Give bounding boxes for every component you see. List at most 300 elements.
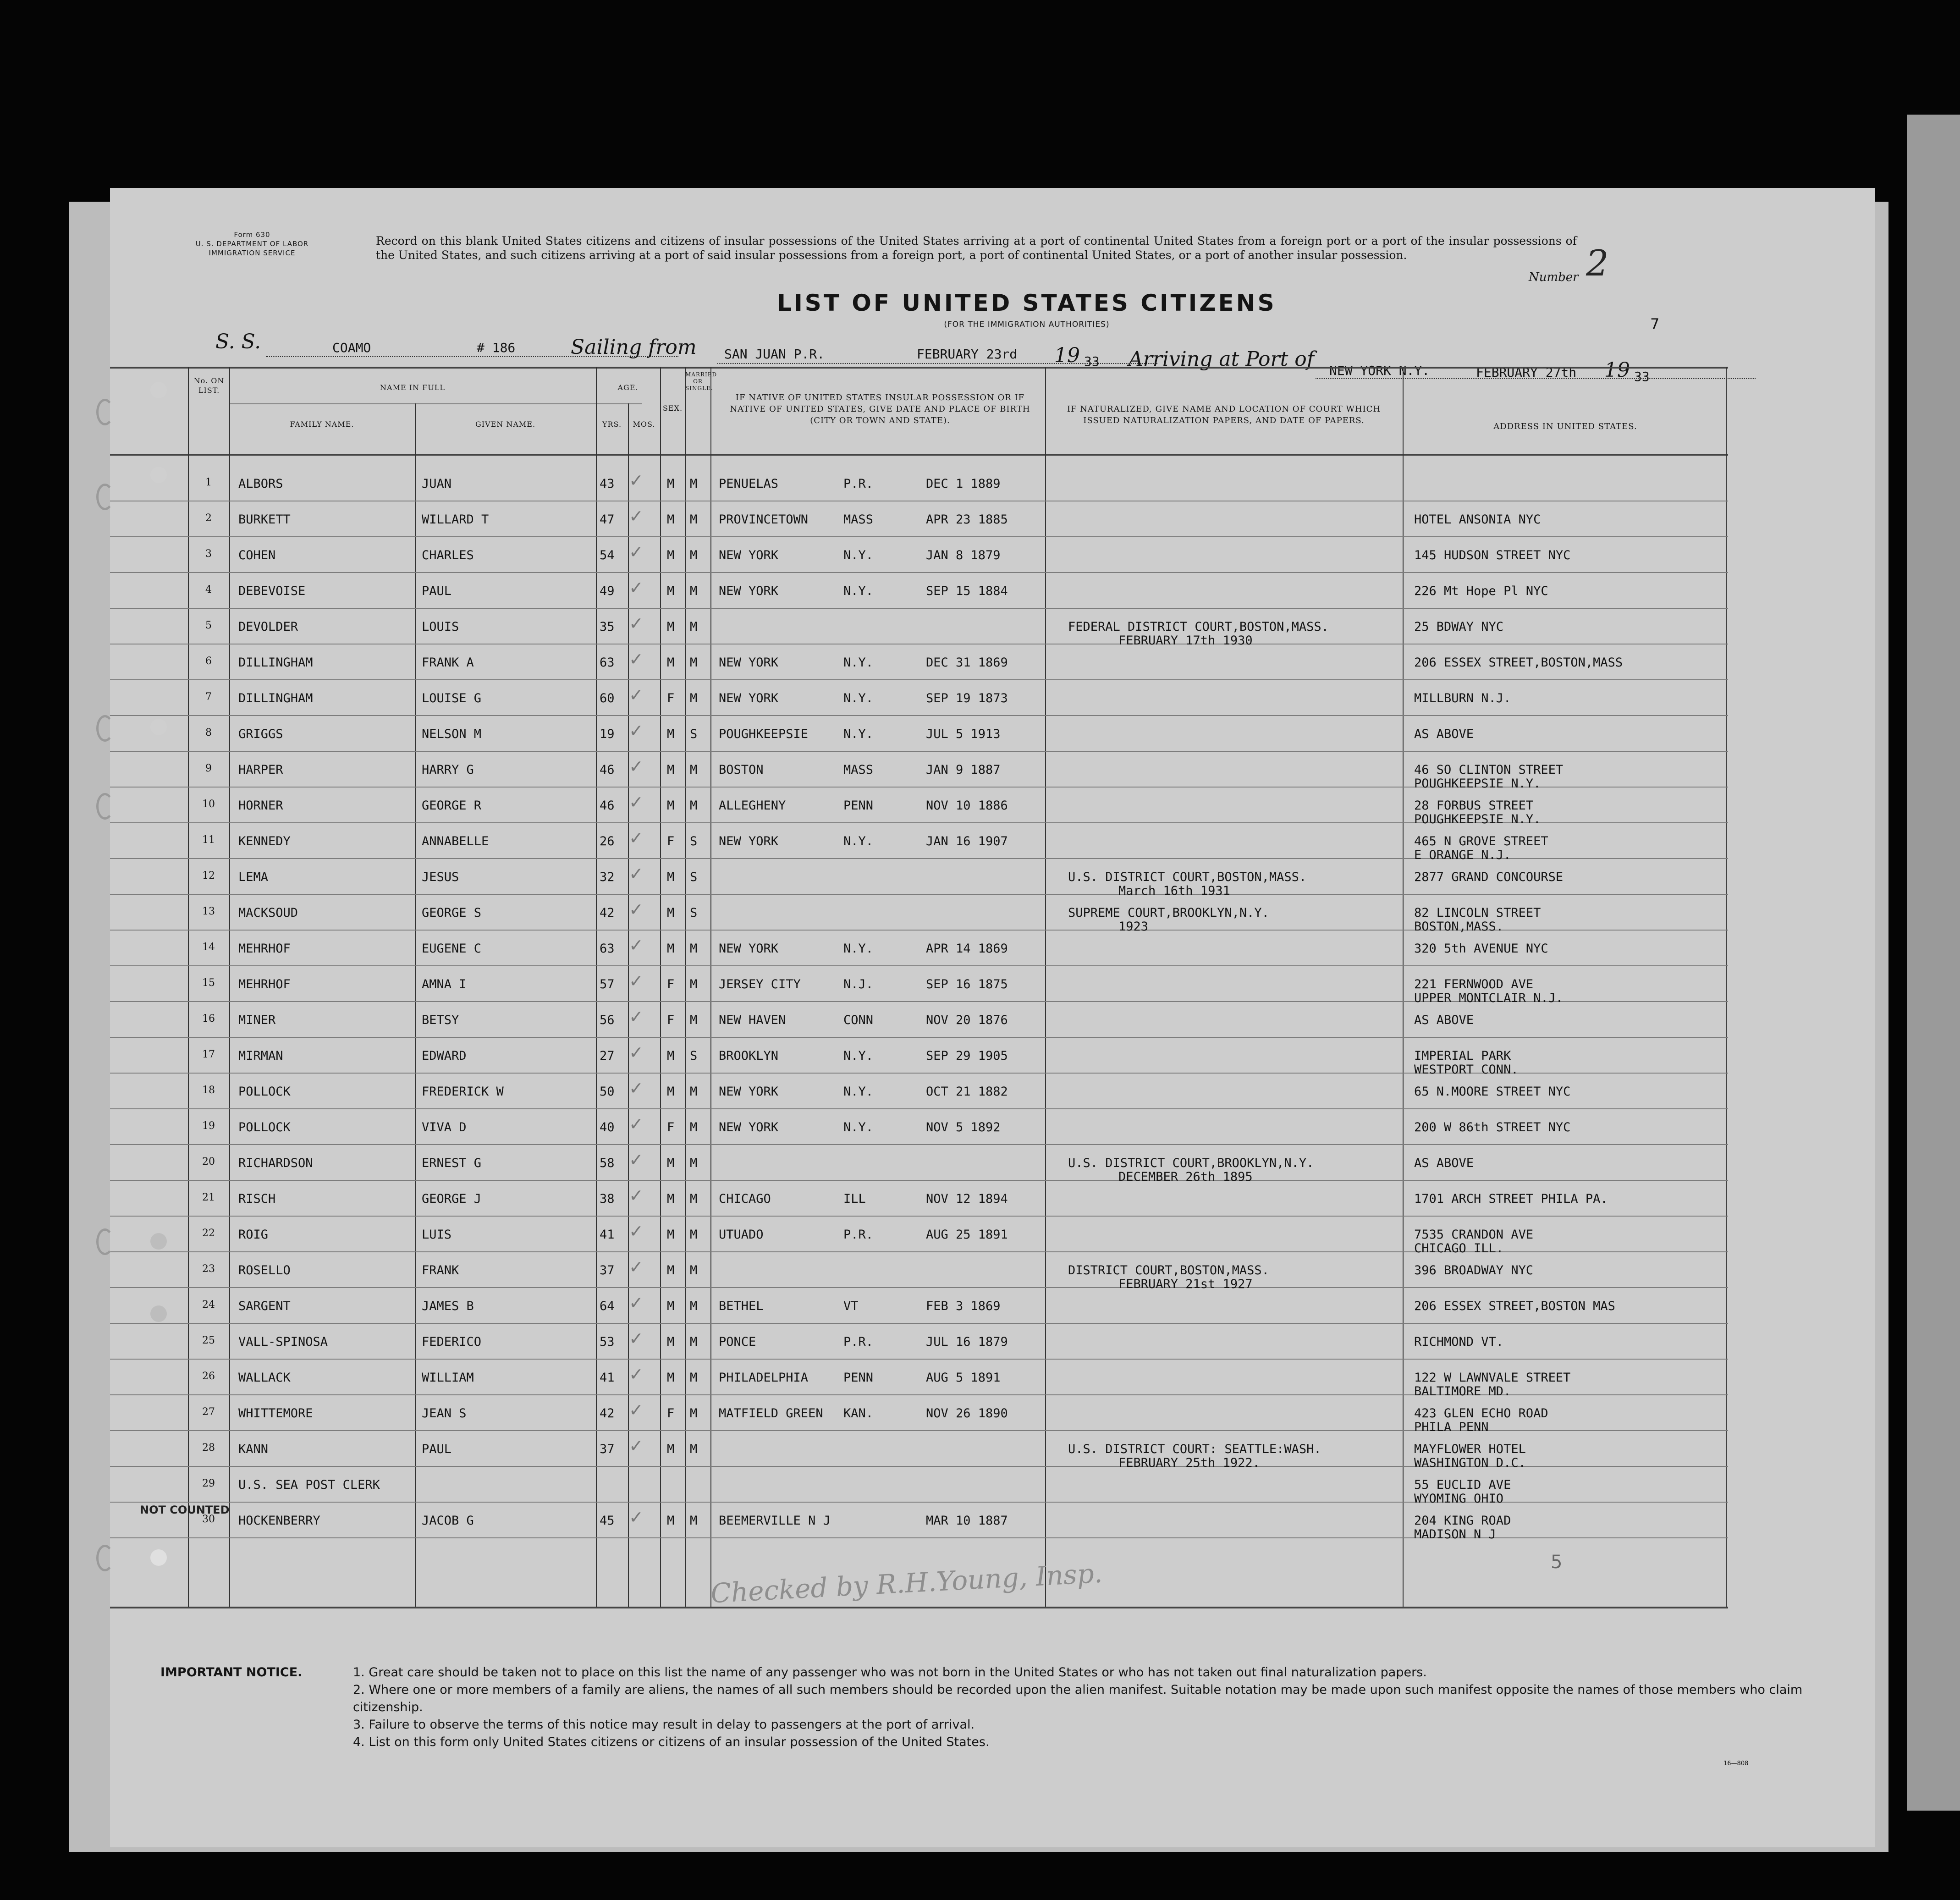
cell-no: 8 xyxy=(205,727,212,738)
row-rule xyxy=(110,751,1728,752)
cell-birth-state: ILL xyxy=(843,1192,866,1206)
cell-given: WILLARD T xyxy=(422,512,489,527)
cell-yrs: 42 xyxy=(600,906,615,920)
cell-birth-place: BROOKLYN xyxy=(719,1049,779,1063)
cell-family: RISCH xyxy=(238,1192,276,1206)
cell-sex: M xyxy=(667,763,675,777)
cell-yrs: 46 xyxy=(600,799,615,813)
cell-birth-state: N.Y. xyxy=(843,1049,874,1063)
cell-sex: F xyxy=(667,834,675,848)
cell-given: BETSY xyxy=(422,1013,459,1027)
cell-birth-state: P.R. xyxy=(843,1228,874,1242)
cell-birth-date: DEC 1 1889 xyxy=(926,477,1001,491)
cell-yrs: 42 xyxy=(600,1406,615,1421)
cell-addr1: RICHMOND VT. xyxy=(1414,1335,1504,1349)
col-divider xyxy=(229,367,230,1607)
cell-addr2: E ORANGE N.J. xyxy=(1414,848,1511,862)
cell-yrs: 46 xyxy=(600,763,615,777)
cell-addr1: IMPERIAL PARK xyxy=(1414,1049,1511,1063)
cell-birth-date: NOV 10 1886 xyxy=(926,799,1008,813)
cell-family: MEHRHOF xyxy=(238,942,291,956)
cell-family: HOCKENBERRY xyxy=(238,1514,320,1528)
cell-given: CHARLES xyxy=(422,548,474,562)
cell-sex: M xyxy=(667,1049,675,1063)
cell-birth-date: NOV 5 1892 xyxy=(926,1120,1001,1134)
cell-family: U.S. SEA POST CLERK xyxy=(238,1478,380,1492)
arrival-year: 33 xyxy=(1634,369,1650,384)
cell-family: KENNEDY xyxy=(238,834,291,848)
cell-birth-date: MAR 10 1887 xyxy=(926,1514,1008,1528)
cell-birth-date: AUG 5 1891 xyxy=(926,1371,1001,1385)
manifest-page xyxy=(110,188,1875,1847)
col-divider xyxy=(1045,367,1046,1607)
punch-hole xyxy=(150,382,167,398)
cell-addr1: HOTEL ANSONIA NYC xyxy=(1414,512,1541,527)
cell-addr1: MAYFLOWER HOTEL xyxy=(1414,1442,1526,1456)
cell-ms: S xyxy=(690,834,698,848)
cell-given: LUIS xyxy=(422,1228,452,1242)
cell-yrs: 50 xyxy=(600,1085,615,1099)
cell-addr1: 465 N GROVE STREET xyxy=(1414,834,1548,848)
check-mark-icon: ✓ xyxy=(629,685,644,705)
cell-no: 25 xyxy=(202,1335,215,1346)
cell-nat2: FEBRUARY 17th 1930 xyxy=(1118,633,1253,648)
name-subhead-rule xyxy=(229,403,642,404)
cell-birth-place: NEW YORK xyxy=(719,548,779,562)
cell-birth-date: SEP 19 1873 xyxy=(926,691,1008,705)
cell-no: 17 xyxy=(202,1049,215,1060)
cell-birth-state: KAN. xyxy=(843,1406,874,1421)
cell-nat1: SUPREME COURT,BROOKLYN,N.Y. xyxy=(1068,906,1269,920)
cell-yrs: 49 xyxy=(600,584,615,598)
number-value: 2 xyxy=(1586,243,1609,284)
cell-yrs: 41 xyxy=(600,1371,615,1385)
cell-given: PAUL xyxy=(422,584,452,598)
cell-ms: M xyxy=(690,977,698,991)
cell-no: 3 xyxy=(205,548,212,560)
cell-sex: M xyxy=(667,727,675,741)
table-bottom-rule xyxy=(110,1607,1728,1608)
cell-birth-state: N.Y. xyxy=(843,691,874,705)
cell-addr2: PHILA PENN xyxy=(1414,1420,1489,1434)
col-divider xyxy=(1726,367,1727,1607)
ss-label: S. S. xyxy=(215,330,261,353)
cell-family: RICHARDSON xyxy=(238,1156,313,1170)
cell-sex: M xyxy=(667,477,675,491)
cell-no: 27 xyxy=(202,1406,215,1418)
cell-birth-place: NEW YORK xyxy=(719,1120,779,1134)
cell-no: 24 xyxy=(202,1299,215,1311)
cell-given: LOUIS xyxy=(422,620,459,634)
cell-birth-state: P.R. xyxy=(843,477,874,491)
cell-no: 14 xyxy=(202,942,215,953)
row-rule xyxy=(110,679,1728,680)
cell-no: 10 xyxy=(202,799,215,810)
form-block xyxy=(174,230,330,258)
cell-nat1: U.S. DISTRICT COURT,BROOKLYN,N.Y. xyxy=(1068,1156,1314,1170)
cell-birth-date: APR 14 1869 xyxy=(926,942,1008,956)
table-top-rule xyxy=(110,367,1728,369)
header-birth: IF NATIVE OF UNITED STATES INSULAR POSSESSION OR IF NATIVE OF UNITED STATES, GIVE DATE AND PLACE OF BIRTH (CITY OR TOWN AND STATE). xyxy=(730,393,1030,425)
cell-addr2: UPPER MONTCLAIR N.J. xyxy=(1414,991,1564,1005)
arrival-date: FEBRUARY 27th xyxy=(1476,365,1577,380)
cell-birth-place: BEEMERVILLE N J xyxy=(719,1514,831,1528)
cell-birth-date: NOV 26 1890 xyxy=(926,1406,1008,1421)
cell-family: GRIGGS xyxy=(238,727,283,741)
cell-no: 23 xyxy=(202,1263,215,1275)
check-mark-icon: ✓ xyxy=(629,613,644,633)
cell-addr1: 46 SO CLINTON STREET xyxy=(1414,763,1564,777)
cell-family: MIRMAN xyxy=(238,1049,283,1063)
cell-birth-state: PENN xyxy=(843,1371,874,1385)
table-header-rule xyxy=(110,454,1728,456)
cell-given: JESUS xyxy=(422,870,459,884)
cell-sex: M xyxy=(667,1228,675,1242)
cell-family: ALBORS xyxy=(238,477,283,491)
cell-addr2: MADISON N J xyxy=(1414,1527,1496,1542)
cell-nat1: U.S. DISTRICT COURT,BOSTON,MASS. xyxy=(1068,870,1307,884)
check-mark-icon: ✓ xyxy=(629,935,644,955)
cell-sex: M xyxy=(667,1085,675,1099)
cell-birth-state: N.J. xyxy=(843,977,874,991)
cell-birth-state: N.Y. xyxy=(843,942,874,956)
cell-birth-place: NEW YORK xyxy=(719,655,779,670)
cell-addr2: POUGHKEEPSIE N.Y. xyxy=(1414,812,1541,826)
cell-birth-state: N.Y. xyxy=(843,727,874,741)
check-mark-icon: ✓ xyxy=(629,864,644,884)
handwritten-checked-note: Checked by R.H.Young, Insp. xyxy=(710,1557,1103,1609)
cell-addr1: AS ABOVE xyxy=(1414,1156,1474,1170)
check-mark-icon: ✓ xyxy=(629,1221,644,1241)
cell-yrs: 60 xyxy=(600,691,615,705)
check-mark-icon: ✓ xyxy=(629,1507,644,1527)
check-mark-icon: ✓ xyxy=(629,1007,644,1027)
punch-hole xyxy=(150,1549,167,1566)
header-age: AGE. xyxy=(617,383,639,392)
cell-birth-date: APR 23 1885 xyxy=(926,512,1008,527)
cell-birth-place: NEW YORK xyxy=(719,584,779,598)
cell-sex: M xyxy=(667,1371,675,1385)
cell-no: 26 xyxy=(202,1371,215,1382)
cell-family: KANN xyxy=(238,1442,269,1456)
cell-no: 1 xyxy=(205,477,212,488)
cell-yrs: 38 xyxy=(600,1192,615,1206)
cell-given: JAMES B xyxy=(422,1299,474,1313)
check-mark-icon: ✓ xyxy=(629,1328,644,1349)
cell-no: 11 xyxy=(202,834,215,846)
check-mark-icon: ✓ xyxy=(629,828,644,848)
header-naturalized: IF NATURALIZED, GIVE NAME AND LOCATION OF COURT WHICH ISSUED NATURALIZATION PAPERS, AND DATE OF PAPERS. xyxy=(1067,404,1381,425)
sailing-from: SAN JUAN P.R. xyxy=(724,347,825,362)
ship-number: # 186 xyxy=(477,340,516,355)
check-mark-icon: ✓ xyxy=(629,578,644,598)
print-code: 16—808 xyxy=(1723,1760,1749,1767)
cell-no: 6 xyxy=(205,655,212,667)
cell-addr1: 206 ESSEX STREET,BOSTON,MASS xyxy=(1414,655,1623,670)
cell-family: POLLOCK xyxy=(238,1085,291,1099)
cell-given: JUAN xyxy=(422,477,452,491)
cell-birth-state: MASS xyxy=(843,763,874,777)
cell-ms: M xyxy=(690,1442,698,1456)
cell-yrs: 45 xyxy=(600,1514,615,1528)
sailing-year: 33 xyxy=(1084,354,1100,369)
cell-family: LEMA xyxy=(238,870,269,884)
cell-birth-state: PENN xyxy=(843,799,874,813)
header-name-in-full: NAME IN FULL xyxy=(380,383,445,392)
cell-no: 2 xyxy=(205,512,212,524)
cell-sex: M xyxy=(667,1442,675,1456)
cell-sex: M xyxy=(667,1299,675,1313)
cell-addr1: 221 FERNWOOD AVE xyxy=(1414,977,1534,991)
arriving-label: Arriving at Port of xyxy=(1129,347,1315,371)
header-family-name: FAMILY NAME. xyxy=(290,420,354,429)
cell-sex: M xyxy=(667,655,675,670)
not-counted-stamp: NOT COUNTED xyxy=(140,1503,230,1516)
cell-addr2: WYOMING OHIO xyxy=(1414,1492,1504,1506)
cell-sex: M xyxy=(667,942,675,956)
check-mark-icon: ✓ xyxy=(629,899,644,920)
cell-family: VALL-SPINOSA xyxy=(238,1335,328,1349)
cell-yrs: 32 xyxy=(600,870,615,884)
cell-ms: M xyxy=(690,1228,698,1242)
cell-addr1: 2877 GRAND CONCOURSE xyxy=(1414,870,1564,884)
cell-given: ERNEST G xyxy=(422,1156,482,1170)
cell-yrs: 63 xyxy=(600,942,615,956)
cell-addr1: AS ABOVE xyxy=(1414,727,1474,741)
cell-birth-place: NEW YORK xyxy=(719,1085,779,1099)
cell-birth-place: ALLEGHENY xyxy=(719,799,786,813)
cell-given: HARRY G xyxy=(422,763,474,777)
row-rule xyxy=(110,965,1728,966)
cell-given: GEORGE J xyxy=(422,1192,482,1206)
cell-addr1: 25 BDWAY NYC xyxy=(1414,620,1504,634)
cell-birth-date: SEP 15 1884 xyxy=(926,584,1008,598)
cell-birth-state: VT xyxy=(843,1299,859,1313)
row-rule xyxy=(110,1359,1728,1360)
cell-sex: F xyxy=(667,1406,675,1421)
cell-birth-place: MATFIELD GREEN xyxy=(719,1406,823,1421)
cell-birth-state: N.Y. xyxy=(843,834,874,848)
check-mark-icon: ✓ xyxy=(629,542,644,562)
cell-birth-place: POUGHKEEPSIE xyxy=(719,727,809,741)
cell-yrs: 40 xyxy=(600,1120,615,1134)
cell-sex: M xyxy=(667,1263,675,1278)
cell-ms: M xyxy=(690,1514,698,1528)
binder-ring xyxy=(96,715,114,742)
cell-addr1: 28 FORBUS STREET xyxy=(1414,799,1534,813)
binder-ring xyxy=(96,1228,114,1255)
cell-addr1: 145 HUDSON STREET NYC xyxy=(1414,548,1571,562)
cell-birth-place: NEW YORK xyxy=(719,691,779,705)
cell-no: 28 xyxy=(202,1442,215,1454)
cell-family: BURKETT xyxy=(238,512,291,527)
cell-given: LOUISE G xyxy=(422,691,482,705)
cell-birth-state: N.Y. xyxy=(843,655,874,670)
header-address: ADDRESS IN UNITED STATES. xyxy=(1493,422,1637,431)
cell-addr1: 82 LINCOLN STREET xyxy=(1414,906,1541,920)
corner-mark: 7 xyxy=(1650,315,1660,333)
cell-birth-place: NEW HAVEN xyxy=(719,1013,786,1027)
notice-item: 4. List on this form only United States citizens or citizens of an insular possession of the United States. xyxy=(353,1735,990,1749)
cell-no: 18 xyxy=(202,1085,215,1096)
cell-yrs: 54 xyxy=(600,548,615,562)
cell-addr1: 226 Mt Hope Pl NYC xyxy=(1414,584,1548,598)
col-divider xyxy=(685,367,686,1607)
cell-no: 13 xyxy=(202,906,215,917)
cell-yrs: 37 xyxy=(600,1442,615,1456)
cell-yrs: 43 xyxy=(600,477,615,491)
cell-birth-state: MASS xyxy=(843,512,874,527)
ship-name: COAMO xyxy=(332,340,371,355)
cell-family: HARPER xyxy=(238,763,283,777)
arrival-port: NEW YORK N.Y. xyxy=(1329,363,1430,378)
check-mark-icon: ✓ xyxy=(629,649,644,669)
check-mark-icon: ✓ xyxy=(629,1042,644,1063)
cell-addr2: CHICAGO ILL. xyxy=(1414,1241,1504,1256)
cell-sex: M xyxy=(667,906,675,920)
check-mark-icon: ✓ xyxy=(629,1078,644,1098)
cell-family: DEBEVOISE xyxy=(238,584,306,598)
tally-mark: 5 xyxy=(1551,1552,1563,1573)
cell-family: WALLACK xyxy=(238,1371,291,1385)
cell-ms: M xyxy=(690,1371,698,1385)
check-mark-icon: ✓ xyxy=(629,1436,644,1456)
cell-family: SARGENT xyxy=(238,1299,291,1313)
cell-given: GEORGE R xyxy=(422,799,482,813)
notice-item: 2. Where one or more members of a family are aliens, the names of all such members should be recorded upon the alien manifest. Suitable notation may be made upon such manifest opposite the names of those members who claim citizenship. xyxy=(353,1683,1803,1714)
cell-no: 4 xyxy=(205,584,212,595)
header-mos: MOS. xyxy=(633,420,655,429)
cell-addr1: 206 ESSEX STREET,BOSTON MAS xyxy=(1414,1299,1615,1313)
cell-addr2: WASHINGTON D.C. xyxy=(1414,1456,1526,1470)
cell-birth-place: PHILADELPHIA xyxy=(719,1371,809,1385)
form-service: IMMIGRATION SERVICE xyxy=(209,249,296,257)
cell-yrs: 58 xyxy=(600,1156,615,1170)
page-title: LIST OF UNITED STATES CITIZENS xyxy=(777,290,1277,316)
cell-birth-place: UTUADO xyxy=(719,1228,764,1242)
cell-yrs: 56 xyxy=(600,1013,615,1027)
cell-sex: M xyxy=(667,620,675,634)
cell-addr1: 1701 ARCH STREET PHILA PA. xyxy=(1414,1192,1608,1206)
cell-birth-date: JAN 16 1907 xyxy=(926,834,1008,848)
cell-no: 7 xyxy=(205,691,212,703)
header-yrs: YRS. xyxy=(602,420,622,429)
cell-nat1: FEDERAL DISTRICT COURT,BOSTON,MASS. xyxy=(1068,620,1329,634)
cell-yrs: 27 xyxy=(600,1049,615,1063)
col-divider xyxy=(660,367,661,1607)
record-instructions: Record on this blank United States citizens and citizens of insular possessions of the United States arriving at a port of continental United States from a foreign port or a port of the insular possessions of the United States, and such citizens arriving at a port of said insular possessions from a foreign port, a port of continental United States, or a port of another insular possession. xyxy=(376,234,1577,262)
cell-ms: S xyxy=(690,870,698,884)
cell-yrs: 53 xyxy=(600,1335,615,1349)
cell-birth-place: NEW YORK xyxy=(719,834,779,848)
cell-no: 29 xyxy=(202,1478,215,1489)
col-divider xyxy=(415,403,416,1607)
row-rule xyxy=(110,1323,1728,1324)
cell-ms: M xyxy=(690,1013,698,1027)
cell-yrs: 19 xyxy=(600,727,615,741)
notice-heading: IMPORTANT NOTICE. xyxy=(160,1665,303,1680)
cell-birth-place: PROVINCETOWN xyxy=(719,512,809,527)
cell-given: VIVA D xyxy=(422,1120,467,1134)
cell-ms: M xyxy=(690,1085,698,1099)
cell-family: MACKSOUD xyxy=(238,906,298,920)
col-divider xyxy=(1403,367,1404,1607)
cell-given: FREDERICK W xyxy=(422,1085,504,1099)
cell-no: 9 xyxy=(205,763,212,774)
check-mark-icon: ✓ xyxy=(629,971,644,991)
notice-items xyxy=(353,1664,1811,1751)
cell-yrs: 47 xyxy=(600,512,615,527)
cell-yrs: 57 xyxy=(600,977,615,991)
cell-family: WHITTEMORE xyxy=(238,1406,313,1421)
cell-addr1: 320 5th AVENUE NYC xyxy=(1414,942,1548,956)
row-rule xyxy=(110,536,1728,537)
cell-birth-state: N.Y. xyxy=(843,1120,874,1134)
cell-given: FEDERICO xyxy=(422,1335,482,1349)
cell-ms: S xyxy=(690,1049,698,1063)
check-mark-icon: ✓ xyxy=(629,1114,644,1134)
cell-birth-place: NEW YORK xyxy=(719,942,779,956)
cell-addr2: WESTPORT CONN. xyxy=(1414,1063,1519,1077)
row-rule xyxy=(110,1216,1728,1217)
cell-ms: M xyxy=(690,942,698,956)
cell-given: FRANK xyxy=(422,1263,459,1278)
year-prefix-1: 19 xyxy=(1054,344,1080,367)
cell-ms: M xyxy=(690,548,698,562)
header-sex: SEX. xyxy=(662,404,683,413)
cell-family: DILLINGHAM xyxy=(238,691,313,705)
cell-birth-state: CONN xyxy=(843,1013,874,1027)
cell-sex: M xyxy=(667,548,675,562)
row-rule xyxy=(110,1287,1728,1288)
row-rule xyxy=(110,1108,1728,1109)
punch-hole xyxy=(150,467,167,483)
cell-family: DEVOLDER xyxy=(238,620,298,634)
row-rule xyxy=(110,1144,1728,1145)
cell-birth-state: N.Y. xyxy=(843,1085,874,1099)
cell-yrs: 63 xyxy=(600,655,615,670)
cell-sex: F xyxy=(667,1120,675,1134)
check-mark-icon: ✓ xyxy=(629,756,644,777)
cell-addr1: 396 BROADWAY NYC xyxy=(1414,1263,1534,1278)
cell-family: COHEN xyxy=(238,548,276,562)
cell-birth-state: P.R. xyxy=(843,1335,874,1349)
cell-family: DILLINGHAM xyxy=(238,655,313,670)
cell-given: NELSON M xyxy=(422,727,482,741)
cell-birth-date: NOV 12 1894 xyxy=(926,1192,1008,1206)
cell-nat1: DISTRICT COURT,BOSTON,MASS. xyxy=(1068,1263,1269,1278)
cell-birth-date: SEP 16 1875 xyxy=(926,977,1008,991)
form-number: Form 630 xyxy=(234,231,270,239)
cell-family: MEHRHOF xyxy=(238,977,291,991)
row-rule xyxy=(110,572,1728,573)
check-mark-icon: ✓ xyxy=(629,1150,644,1170)
row-rule xyxy=(110,608,1728,609)
cell-addr1: 122 W LAWNVALE STREET xyxy=(1414,1371,1571,1385)
cell-given: GEORGE S xyxy=(422,906,482,920)
cell-birth-place: JERSEY CITY xyxy=(719,977,801,991)
cell-family: ROIG xyxy=(238,1228,269,1242)
year-prefix-2: 19 xyxy=(1604,358,1630,382)
cell-birth-date: JAN 9 1887 xyxy=(926,763,1001,777)
cell-no: 16 xyxy=(202,1013,215,1024)
cell-sex: F xyxy=(667,1013,675,1027)
cell-nat2: FEBRUARY 25th 1922. xyxy=(1118,1456,1260,1470)
binder-ring xyxy=(96,793,114,820)
sailing-date: FEBRUARY 23rd xyxy=(917,347,1018,362)
important-notice xyxy=(160,1664,1811,1751)
check-mark-icon: ✓ xyxy=(629,1400,644,1420)
